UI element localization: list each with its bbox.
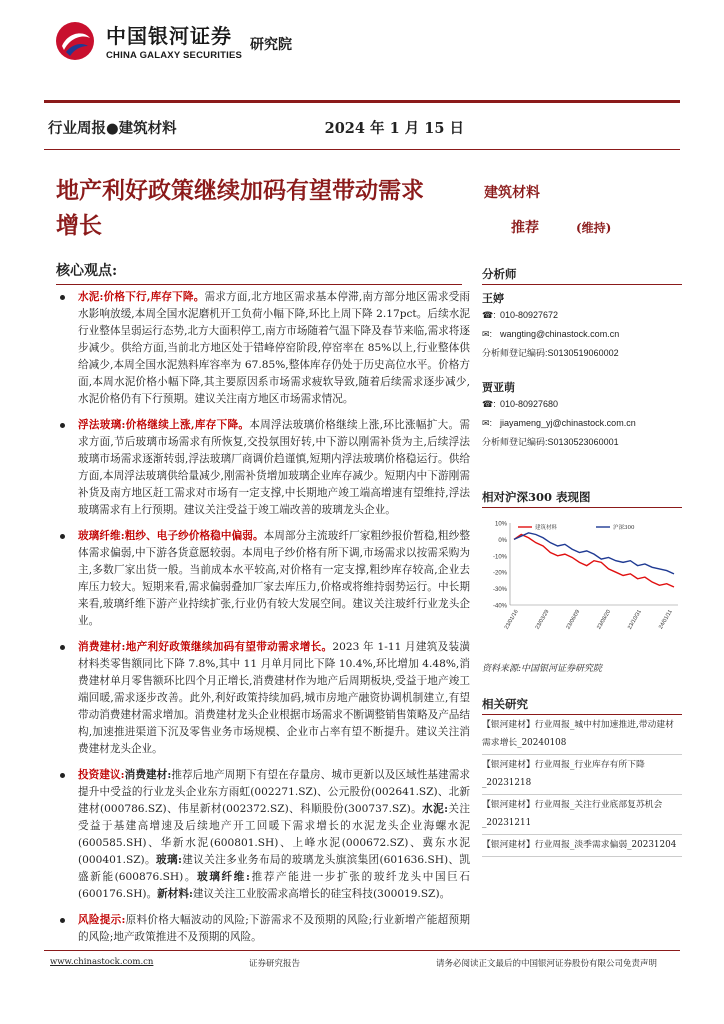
bullet-text: 推荐后地产周期下有望在存量房、城市更新以及区域性基建需求提升中受益的行业龙头企业东方雨虹(002271.SZ)、公元股份(002641.SZ)、北新建材(000786.SZ)、伟星新材(002372.SZ)、科顺股份(300737.SZ)。	[78, 769, 470, 815]
bullet-text: 需求方面,北方地区需求基本停滞,南方部分地区需求受雨水影响放缓,本周全国水泥磨机开工负荷小幅下降,环比上周下降 2.17pct。后续水泥行业整体呈弱运行态势,北方大面积停工,南方市场随着气温下降及春节来临,需求将逐步减少。供给方面,当前北方地区处于错峰停窑阶段,停窑率在 85%以上,行业整体供给减少,本周全国水泥熟料库容率为 67.85%,整体库存仍处于历史高位水平。价格方面,本周水泥价格小幅下降,其主要原因系市场需求疲软导致,随着后续需求逐步减少,水泥价格仍有下行预期。建议关注南方地区市场需求情况。	[78, 291, 470, 405]
report-title	[56, 173, 446, 243]
sub-lead: 消费建材:	[124, 769, 172, 781]
bullet-text: 原料价格大幅波动的风险;下游需求不及预期的风险;行业新增产能超预期的风险;地产政策推进不及预期的风险。	[78, 914, 470, 943]
chart-heading-wrap	[482, 489, 682, 508]
x-tick-label: 24/01/11	[658, 609, 674, 631]
email-icon: ✉:	[482, 329, 493, 339]
y-tick-label: -10%	[492, 554, 507, 561]
report-title-line2: 增长	[56, 212, 102, 239]
series-line-0	[514, 534, 674, 586]
related-item[interactable]: 【银河建材】行业周报_城中村加速推进,带动建材需求增长_20240108	[482, 715, 682, 755]
footer-report-type: 证券研究报告	[249, 959, 301, 969]
email-link[interactable]: wangting@chinastock.com.cn	[500, 329, 620, 339]
sector-label: 建筑材料	[484, 185, 540, 201]
analyst-phone	[482, 395, 682, 414]
bullet-float-glass	[56, 417, 470, 519]
analyst-registration	[482, 433, 682, 452]
phone-icon: ☎:	[482, 399, 496, 409]
related-heading: 相关研究	[482, 696, 682, 715]
email-icon: ✉:	[482, 418, 493, 428]
bullet-text: 建议关注工业胶需求高增长的硅宝科技(300019.SZ)。	[192, 888, 451, 900]
analyst-registration	[482, 344, 682, 363]
x-tick-label: 23/01/16	[503, 609, 520, 631]
footer-disclaimer: 请务必阅读正文最后的中国银河证券股份有限公司免责声明	[436, 959, 658, 969]
bullet-lead: 投资建议:	[78, 769, 125, 781]
footer-website-link[interactable]: www.chinastock.com.cn	[50, 957, 154, 967]
sub-lead: 玻璃:	[156, 854, 182, 866]
bullet-lead: 消费建材:地产利好政策继续加码有望带动需求增长。	[78, 641, 333, 653]
phone-text: 010-80927672	[500, 310, 559, 320]
sub-lead: 水泥:	[422, 803, 449, 815]
bullet-text: 关注受益于基建高增速及后续地产开工回暖下需求增长的水泥龙头企业海螺水泥(600585.SH)、华新水泥(600801.SH)、上峰水泥(000672.SZ)、冀东水泥(000401.SZ)。	[78, 803, 470, 866]
report-type-bar	[44, 100, 680, 150]
galaxy-logo-icon	[54, 20, 96, 62]
x-tick-label: 23/03/29	[534, 609, 551, 631]
related-research-panel	[482, 696, 682, 857]
analyst-email[interactable]	[482, 325, 682, 344]
reg-code: S0130519060002	[547, 348, 619, 358]
email-link[interactable]: jiayameng_yj@chinastock.com.cn	[500, 418, 636, 428]
bullet-consumer-materials	[56, 639, 470, 758]
bullet-text: 推荐产能进一步扩张的玻纤龙头中国巨石(600176.SH)。	[78, 871, 470, 900]
report-category: 行业周报●建筑材料	[48, 120, 177, 137]
logo-chinese-text: 中国银河证券	[106, 24, 232, 48]
rating-label: 推荐	[511, 220, 539, 236]
reg-label: 分析师登记编码:	[482, 437, 548, 447]
bullet-glass-fiber	[56, 528, 470, 630]
reg-label: 分析师登记编码:	[482, 348, 548, 358]
sub-lead: 玻璃纤维:	[197, 871, 250, 883]
bullet-text: 本周部分主流玻纤厂家粗纱报价暂稳,粗纱整体需求偏弱,中下游各货意愿较弱。本周电子纱价格有所下调,市场需求以按需采购为主,多数厂家出货一般。当前成本水平较高,对价格有一定支撑,粗纱库存较高,企业去库压力较大。短期来看,需求偏弱叠加厂家去库压力,价格或将维持弱势运行。中长期来看,玻璃纤维下游产业持续扩张,行业仍有较大发展空间。建议关注玻纤行业龙头企业。	[78, 530, 470, 627]
chart-source: 资料来源:中国银河证券研究院	[482, 664, 603, 674]
related-item[interactable]: 【银河建材】行业周报_行业库存有所下降_20231218	[482, 755, 682, 795]
bullet-text: 建议关注多业务布局的玻璃龙头旗滨集团(601636.SH)、凯盛新能(600876.SH)。	[78, 854, 470, 883]
core-viewpoints-list	[56, 289, 470, 946]
bullet-investment	[56, 767, 470, 903]
bullet-lead: 风险提示:	[78, 914, 126, 926]
related-item[interactable]: 【银河建材】行业周报_淡季需求偏弱_20231204	[482, 835, 682, 857]
phone-text: 010-80927680	[500, 399, 559, 409]
analyst-name: 王婷	[482, 292, 504, 305]
sub-lead: 新材料:	[157, 888, 193, 900]
report-title-line1: 地产利好政策继续加码有望带动需求	[56, 177, 424, 204]
analyst-name: 贾亚萌	[482, 381, 515, 394]
series-line-1	[514, 533, 674, 574]
phone-icon: ☎:	[482, 310, 496, 320]
bullet-text: 2023 年 1-11 月建筑及装潢材料类零售额同比下降 7.8%,其中 11 月单月同比下降 10.4%,环比增加 4.48%,消费建材单月零售额环比四个月正增长,消费建材作为地产后周期板块,受益于地产竣工端回暖,需求逐步改善。此外,利好政策持续加码,城市房地产融资协调机制建立,有望带动消费建材需求增加。消费建材龙头企业根据市场需求不断调整销售策略及产品结构,加速推进渠道下沉及零售业务市场规模、企业市占率有望不断提升。建议关注消费建材龙头企业。	[78, 641, 470, 755]
page-footer	[44, 950, 680, 969]
x-tick-label: 23/06/09	[565, 609, 582, 631]
y-tick-label: -20%	[492, 570, 507, 577]
report-header	[42, 18, 682, 73]
y-tick-label: -40%	[492, 603, 507, 610]
logo-english-text: CHINA GALAXY SECURITIES	[106, 50, 243, 61]
report-date: 2024 年 1 月 15 日	[324, 120, 464, 137]
legend-label: 沪深300	[613, 525, 635, 531]
y-tick-label: -30%	[492, 587, 507, 594]
bullet-lead: 玻璃纤维:粗纱、电子纱价格稳中偏弱。	[78, 530, 264, 542]
bullet-text: 本周浮法玻璃价格继续上涨,环比涨幅扩大。需求方面,节后玻璃市场需求有所恢复,交投氛围好转,中下游以刚需补货为主,后续浮法玻璃市场需求逐渐转弱,浮法玻璃厂商调价趋谨慎,短期内浮法玻璃价格稳运行。供给方面,本周浮法玻璃供给量减少,刚需补货增加玻璃企业库存减少。短期内中下游刚需补货及南方地区赶工需求对市场有一定支撑,中长期地产竣工端高增速有望维持,浮法玻璃需求有上行预期。建议关注受益于竣工端改善的玻璃龙头企业。	[78, 419, 470, 516]
relative-performance-chart	[482, 517, 682, 645]
x-tick-label: 23/10/31	[627, 609, 643, 631]
bullet-cement	[56, 289, 470, 408]
analyst-email[interactable]	[482, 414, 682, 433]
analysts-panel	[482, 266, 682, 452]
related-item[interactable]: 【银河建材】行业周报_关注行业底部复苏机会_20231211	[482, 795, 682, 835]
rating-note: (维持)	[576, 221, 612, 235]
y-tick-label: 0%	[498, 537, 507, 544]
analysts-heading: 分析师	[482, 266, 682, 285]
chart-heading: 相对沪深300 表现图	[482, 489, 682, 508]
legend-label: 建筑材料	[535, 525, 558, 531]
bullet-lead: 水泥:价格下行,库存下降。	[78, 291, 205, 303]
reg-code: S0130523060001	[547, 437, 619, 447]
bullet-risk	[56, 912, 470, 946]
core-viewpoints-heading: 核心观点:	[56, 260, 462, 285]
analyst-phone	[482, 306, 682, 325]
x-tick-label: 23/08/20	[596, 609, 613, 631]
research-division-label: 研究院	[250, 37, 292, 53]
bullet-lead: 浮法玻璃:价格继续上涨,库存下降。	[78, 419, 250, 431]
y-tick-label: 10%	[494, 521, 507, 528]
